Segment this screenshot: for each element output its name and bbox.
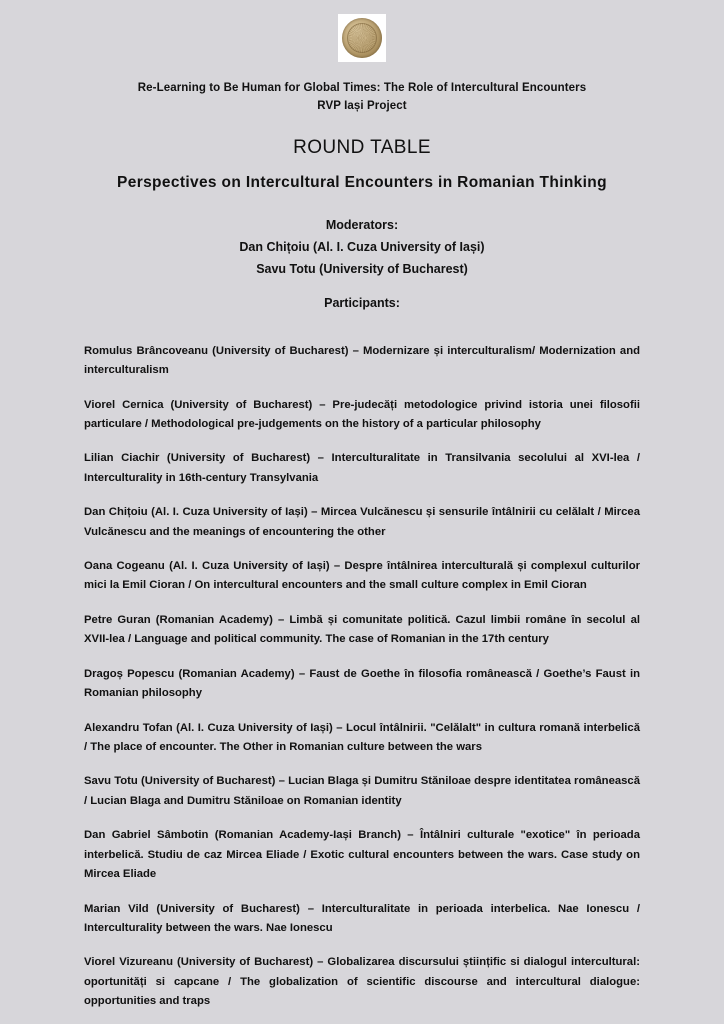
rvp-seal-logo-icon — [342, 18, 382, 58]
logo-container — [84, 0, 640, 62]
project-title-line-2: RVP Iași Project — [317, 99, 407, 112]
event-type-heading: ROUND TABLE — [293, 136, 431, 158]
participant-entry: Dan Gabriel Sâmbotin (Romanian Academy-Iași Branch) – Întâlniri culturale "exotice" în perioada interbelică. Studiu de caz Mircea Eliade / Exotic cultural encounters between the wars. Case study on Mircea Eliade — [84, 829, 640, 881]
moderator-name: Savu Totu (University of Bucharest) — [256, 262, 468, 277]
participant-entry: Alexandru Tofan (Al. I. Cuza University of Iași) – Locul întâlnirii. "Celălalt" in cultura romană interbelică / The place of encounter. The Other in Romanian culture between the wars — [84, 721, 640, 753]
participant-entry: Petre Guran (Romanian Academy) – Limbă și comunitate politică. Cazul limbii române în secolul al XVII-lea / Language and political community. The case of Romanian in the 17th century — [84, 613, 640, 646]
participant-entry: Dragoș Popescu (Romanian Academy) – Faust de Goethe în filosofia românească / Goethe’s Faust in Romanian philosophy — [84, 667, 640, 700]
participant-entry: Romulus Brâncoveanu (University of Bucharest) – Modernizare și interculturalism/ Modernization and interculturalism — [84, 344, 640, 377]
moderators-heading: Moderators: — [325, 217, 399, 232]
participant-entry: Viorel Cernica (University of Bucharest) – Pre-judecăți metodologice privind istoria unei filosofii particulare / Methodological pre-judgements on the history of a particular philosophy — [84, 398, 640, 430]
participant-entry: Savu Totu (University of Bucharest) – Lucian Blaga și Dumitru Stăniloae despre identitatea românească / Lucian Blaga and Dumitru Stăniloae on Romanian identity — [84, 775, 640, 807]
page-title: Perspectives on Intercultural Encounters in Romanian Thinking — [117, 173, 607, 191]
moderator-name: Dan Chițoiu (Al. I. Cuza University of Iași) — [239, 239, 485, 254]
participant-entry: Marian Vild (University of Bucharest) – Interculturalitate in perioada interbelica. Nae Ionescu / Interculturality between the wars. Nae Ionescu — [84, 902, 640, 934]
logo-plate — [338, 14, 386, 62]
participant-entry: Lilian Ciachir (University of Bucharest) – Interculturalitate in Transilvania secolului al XVI-lea / Interculturality in 16th-century Transylvania — [84, 452, 640, 484]
participant-entry: Oana Cogeanu (Al. I. Cuza University of Iași) – Despre întâlnirea interculturală și complexul culturilor mici la Emil Cioran / On intercultural encounters and the small culture complex in Emil Cioran — [84, 560, 640, 592]
participant-entry: Viorel Vizureanu (University of Bucharest) – Globalizarea discursului științific si dialogul intercultural: oportunități si capcane / The globalization of scientific discourse and intercultural dialogue: opportunities and traps — [84, 956, 640, 1008]
project-title — [84, 62, 640, 116]
participants-heading: Participants: — [324, 296, 400, 311]
project-title-line-1: Re-Learning to Be Human for Global Times: The Role of Intercultural Encounters — [137, 82, 587, 94]
participant-entry: Dan Chițoiu (Al. I. Cuza University of Iași) – Mircea Vulcănescu și sensurile întâlnirii cu celălalt / Mircea Vulcănescu and the meanings of encountering the other — [84, 506, 640, 538]
moderators-section — [84, 192, 640, 281]
participants-list — [84, 310, 640, 1011]
